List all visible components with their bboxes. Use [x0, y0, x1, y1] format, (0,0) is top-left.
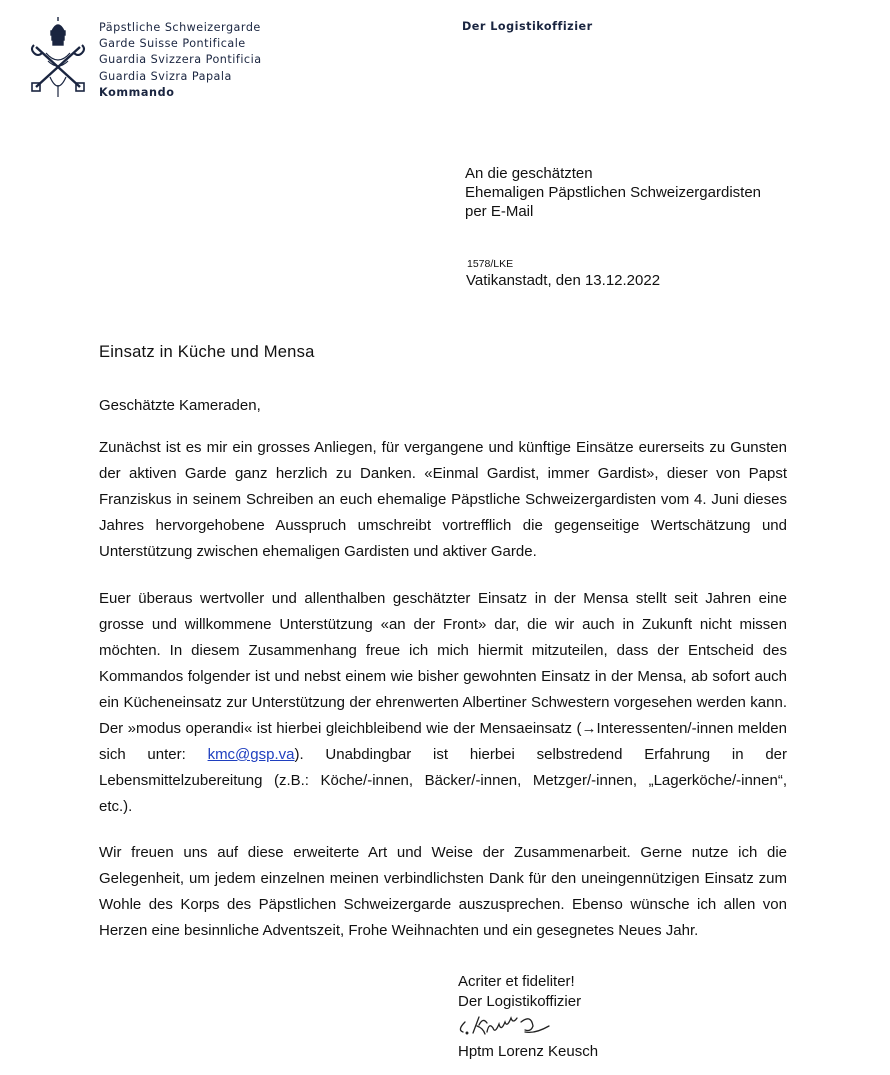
sender-office: Der Logistikoffizier: [462, 20, 593, 33]
recipient-line: per E-Mail: [465, 203, 534, 221]
recipient-line: An die geschätzten: [465, 165, 593, 182]
body-paragraph-3: Wir freuen uns auf diese erweiterte Art und Weise der Zusammenarbeit. Gerne nutze ich die Gelegenheit, um jedem einzelnen meinen verbindlichsten Dank für den uneingennützigen Einsatz zum Wohle des Korps des Päpstlichen Schweizergarde auszusprechen. Ebenso wünsche ich allen von Herzen eine besinnliche Adventszeit, Frohe Weihnachten und ein gesegnetes Neues Jahr.: [99, 844, 787, 939]
closing-title: Der Logistikoffizier: [458, 992, 582, 1010]
body-paragraph-2: [99, 586, 787, 820]
letter-subject: Einsatz in Küche und Mensa: [99, 342, 315, 361]
letterhead: [99, 20, 262, 101]
paragraph-2-text: Euer überaus wertvoller und allenthalben geschätzter Einsatz in der Mensa stellt seit Jahren eine grosse und willkommene Unterstützung «an der Front» dar, die wir auch in Zukunft nicht missen möchten. In diesem Zusammenhang freue ich mich hiermit mitzuteilen, dass der Entscheid des Kommandos folgender ist und nebst einem wie bisher gewohnten Einsatz in der Mensa, ab sofort auch ein Kücheneinsatz zur Unterstützung der ehrenwerten Albertiner Schwestern vorgesehen werden kann. Der »modus operandi« ist hierbei gleichbleibend wie der Mensaeinsatz (→Interessenten/-innen melden sich unter:: [99, 590, 787, 763]
email-link[interactable]: kmc@gsp.va: [207, 746, 295, 763]
letterhead-line: Guardia Svizzera Pontificia: [99, 53, 262, 67]
closing-block: [458, 972, 581, 1011]
papal-crest-logo: [28, 17, 88, 99]
reference-number: 1578/LKE: [467, 258, 514, 270]
salutation: Geschätzte Kameraden,: [99, 397, 261, 414]
handwritten-signature: [455, 1012, 555, 1038]
letterhead-unit: Kommando: [99, 85, 175, 99]
paragraph-2-text-end: ). Unabdingbar ist hierbei selbstredend Erfahrung in der Lebensmittelzubereitung (z.B.: Köche/-innen, Bäcker/-innen, Metzger/-innen, „Lagerköche/-innen“, etc.).: [99, 746, 787, 815]
body-paragraph-1: Zunächst ist es mir ein grosses Anliegen, für vergangene und künftige Einsätze eurerseits zu Gunsten der aktiven Garde ganz herzlich zu Danken. «Einmal Gardist, immer Gardist», dieser von Papst Franziskus in seinem Schreiben an euch ehemalige Päpstliche Schweizergardisten vom 4. Juni dieses Jahres hervorgehobene Ausspruch umschreibt vortrefflich die gegenseitige Wertschätzung und Unterstützung zwischen ehemaligen Gardisten und aktiver Garde.: [99, 439, 787, 560]
closing-motto: Acriter et fideliter!: [458, 973, 575, 990]
date-line: Vatikanstadt, den 13.12.2022: [466, 272, 661, 289]
signatory-name: Hptm Lorenz Keusch: [458, 1043, 599, 1060]
letterhead-line: Guardia Svizra Papala: [99, 69, 232, 83]
letterhead-line: Garde Suisse Pontificale: [99, 37, 246, 51]
letterhead-line: Päpstliche Schweizergarde: [99, 21, 261, 34]
recipient-block: [465, 164, 761, 222]
recipient-line: Ehemaligen Päpstlichen Schweizergardisten: [465, 184, 762, 202]
